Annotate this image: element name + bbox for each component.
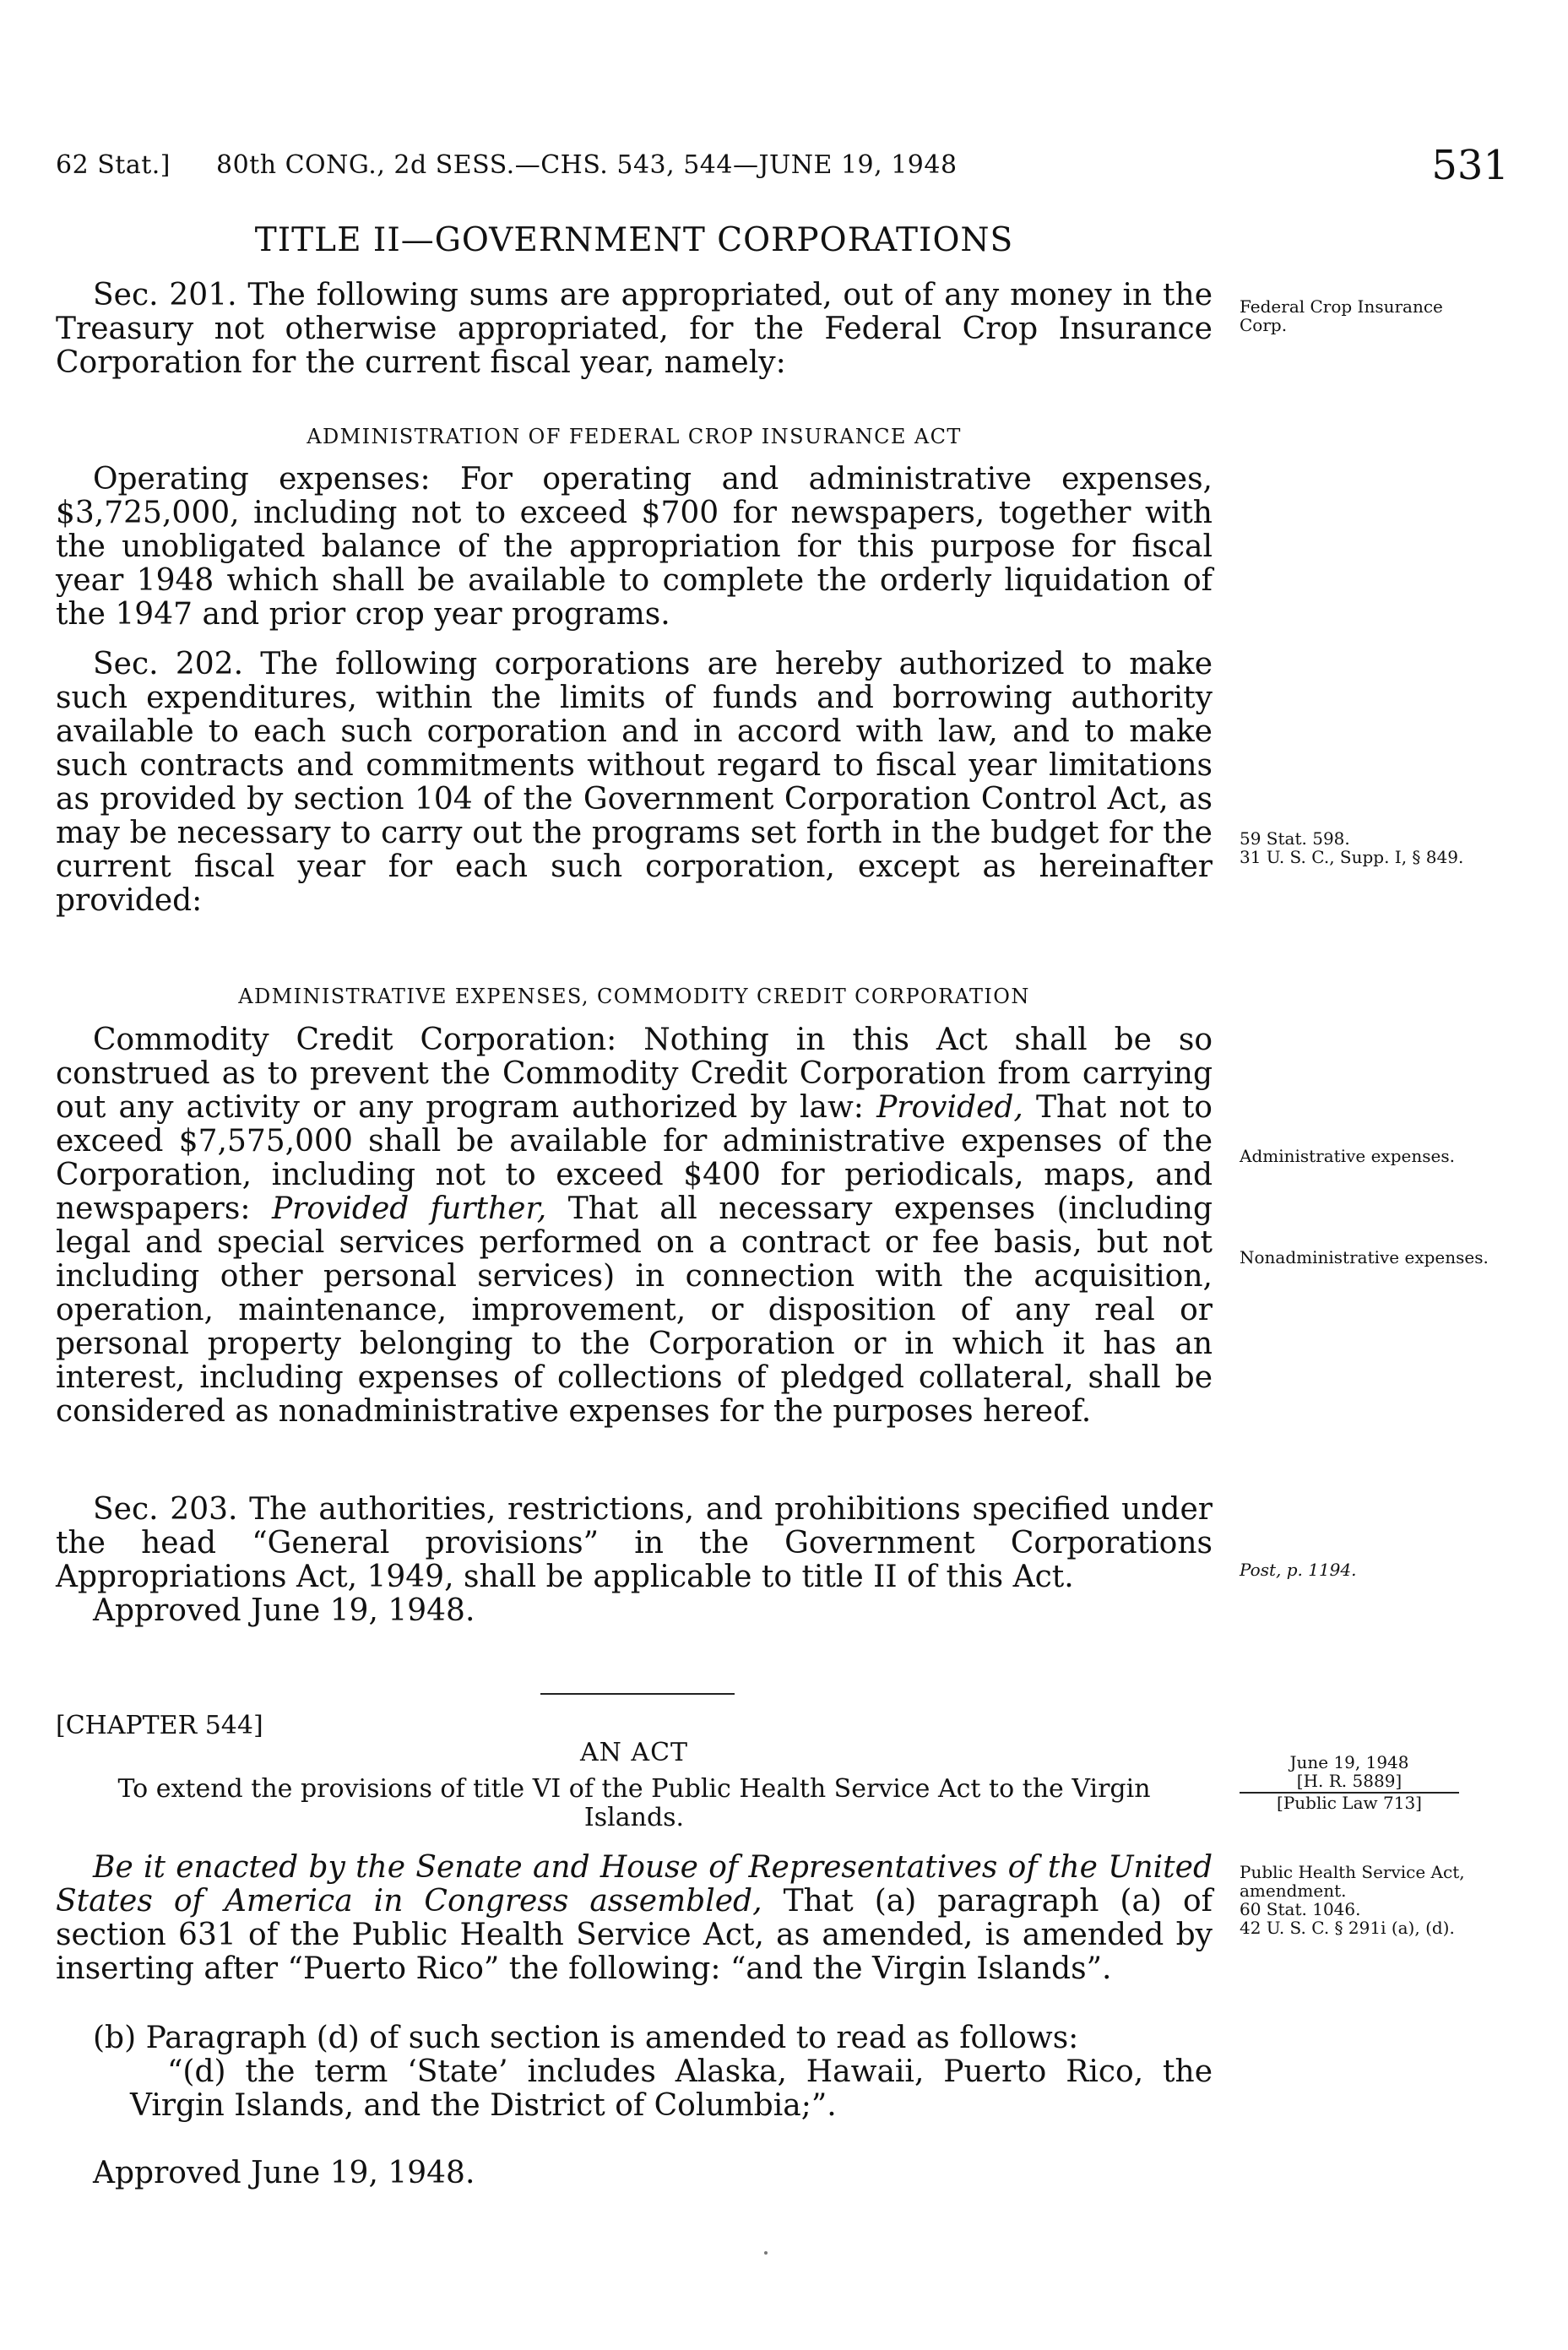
enacting-clause [56,1851,1213,1986]
margin-note-phs [1240,1863,1493,1937]
section-201: Sec. 201. The following sums are appropriated, out of any money in the Treasury not otherwise appropriated, for the Federal Crop Insurance Corporation for the current fiscal year, namely: [56,278,1213,380]
header-session: 80th CONG., 2d SESS.—CHS. 543, 544—JUNE 19, 1948 [216,150,958,180]
ccc-part2: That not to exceed $7,575,000 shall be available for administrative expenses of the Corporation, including not to exceed $400 for periodicals, maps, and newspapers: [56,1090,1213,1226]
margin-date: June 19, 1948 [1289,1752,1409,1772]
chapter-number: [CHAPTER 544] [56,1711,263,1740]
page-number: 531 [1431,142,1509,189]
paragraph-d-definition: “(d) the term ‘State’ includes Alaska, Hawaii, Puerto Rico, the Virgin Islands, and the District of Columbia;”. [130,2054,1213,2123]
margin-note-nonadministrative: Nonadministrative expenses. [1240,1247,1489,1267]
enacting-text: That (a) paragraph (a) of section 631 of the Public Health Service Act, as amended, is amended by inserting after “Puerto Rico” the following: “and the Virgin Islands”. [56,1884,1213,1986]
margin-stat-598: 59 Stat. 598. [1240,828,1350,849]
margin-stat-1046: 60 Stat. 1046. [1240,1899,1361,1919]
enacting-formula: Be it enacted by the Senate and House of Representatives of the United States of America in Congress assembled, [56,1850,1213,1919]
ccc-provided: Provided, [876,1090,1023,1125]
operating-expenses: Operating expenses: For operating and administrative expenses, $3,725,000, including not to exceed $700 for newspapers, together with the unobligated balance of the appropriation for this purpose for fiscal year 1948 which shall be available to complete the orderly liquidation of the 1947 and prior crop year programs. [56,462,1213,632]
margin-phs-amendment: Public Health Service Act, amendment. [1240,1862,1465,1901]
print-speck [764,2251,768,2255]
approved-chapter-544: Approved June 19, 1948. [93,2156,475,2190]
margin-public-law: [Public Law 713] [1277,1793,1422,1813]
margin-note-post [1240,1560,1493,1579]
heading-fcia: ADMINISTRATION OF FEDERAL CROP INSURANCE ACT [307,425,962,448]
margin-note-enactment-info [1240,1753,1459,1812]
margin-note-fcic: Federal Crop Insurance Corp. [1240,296,1443,335]
margin-usc-849: 31 U. S. C., Supp. I, § 849. [1240,847,1464,867]
section-203: Sec. 203. The authorities, restrictions, and prohibitions specified under the head “General provisions” in the Government Corporations Appropriations Act, 1949, shall be applicable to title II of this Act. [56,1492,1213,1594]
title-ii-heading: TITLE II—GOVERNMENT CORPORATIONS [254,221,1014,259]
approved-chapter-543: Approved June 19, 1948. [93,1593,475,1628]
ccc-provided-further: Provided further, [271,1191,547,1226]
separator-rule [540,1693,735,1695]
margin-note-administrative: Administrative expenses. [1240,1146,1455,1166]
act-title: To extend the provisions of title VI of the Public Health Service Act to the Virgin Islands. [117,1774,1151,1832]
ccc-part3: That all necessary expenses (including legal and special services performed on a contract or fee basis, but not including other personal services) in connection with the acquisition, operation, maintenance, improvement, or disposition of any real or personal property belonging to the Corporation or in which it has an interest, including expenses of collections of pledged collateral, shall be considered as nonadministrative expenses for the purposes hereof. [56,1191,1213,1429]
ccc-part1: Commodity Credit Corporation: Nothing in this Act shall be so construed as to prevent the Commodity Credit Corporation from carrying out any activity or any program authorized by law: [56,1023,1213,1125]
section-202: Sec. 202. The following corporations are hereby authorized to make such expenditures, within the limits of funds and borrowing authority available to each such corporation and in accord with law, and to make such contracts and commitments without regard to fiscal year limitations as provided by section 104 of the Government Corporation Control Act, as may be necessary to carry out the programs set forth in the budget for the current fiscal year for each such corporation, except as hereinafter provided: [56,647,1213,918]
an-act-heading: AN ACT [579,1738,689,1767]
ccc-paragraph [56,1023,1213,1429]
margin-post-ref: Post, p. 1194. [1240,1560,1357,1580]
margin-note-citation-1 [1240,829,1493,866]
paragraph-b: (b) Paragraph (d) of such section is amended to read as follows: [93,2021,1079,2055]
header-volume: 62 Stat.] [56,150,171,180]
margin-usc-291i: 42 U. S. C. § 291i (a), (d). [1240,1918,1455,1938]
heading-ccc: ADMINISTRATIVE EXPENSES, COMMODITY CREDIT CORPORATION [238,985,1030,1008]
margin-hr-number: [H. R. 5889] [1240,1772,1459,1794]
